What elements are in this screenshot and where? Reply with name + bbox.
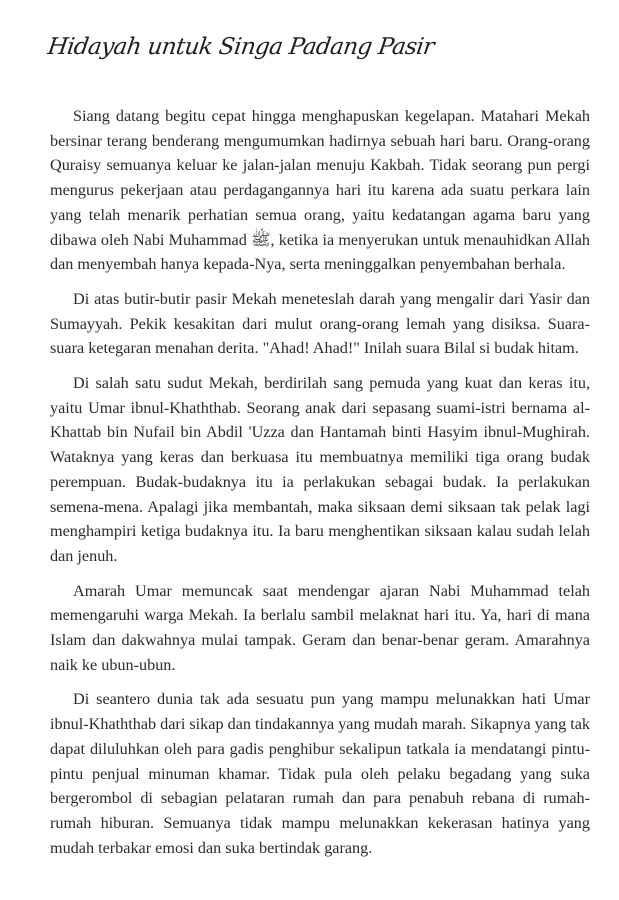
paragraph-1: Siang datang begitu cepat hingga menghapuskan kegelapan. Matahari Mekah bersinar terang benderang mengumumkan hadirnya sebuah hari baru. Orang-orang Quraisy semuanya keluar ke jalan-jalan menuju Kakbah. Tidak seorang pun pergi mengurus pekerjaan atau perdagangannya hari itu karena ada suatu perkara lain yang telah menarik perhatian semua orang, yaitu kedatangan agama baru yang dibawa oleh Nabi Muhammad ﷺ, ketika ia menyerukan untuk menauhidkan Allah dan menyembah hanya kepada-Nya, serta meninggalkan penyembahan berhala. (50, 107, 590, 274)
chapter-body (50, 104, 590, 870)
paragraph-5: Di seantero dunia tak ada sesuatu pun yang mampu melunakkan hati Umar ibnul-Khaththab dari sikap dan tindakannya yang mudah marah. Sikapnya yang tak dapat diluluhkan oleh para gadis penghibur sekalipun tatkala ia mendatangi pintu-pintu penjual minuman khamar. Tidak pula oleh pelaku begadang yang suka bergerombol di sebagian pelataran rumah dan para penabuh rebana di rumah-rumah hiburan. Semuanya tidak mampu melunakkan kekerasan hatinya yang mudah terbakar emosi dan suka bertindak garang. (50, 690, 590, 857)
paragraph-2: Di atas butir-butir pasir Mekah meneteslah darah yang mengalir dari Yasir dan Sumayyah. Pekik kesakitan dari mulut orang-orang lemah yang disiksa. Suara-suara ketegaran menahan derita. "Ahad! Ahad!" Inilah suara Bilal si budak hitam. (50, 289, 590, 358)
chapter-title: Hidayah untuk Singa Padang Pasir (46, 34, 436, 60)
paragraph-3: Di salah satu sudut Mekah, berdirilah sang pemuda yang kuat dan keras itu, yaitu Umar ibnul-Khaththab. Seorang anak dari sepasang suami-istri bernama al-Khattab bin Nufail bin Abdil 'Uzza dan Hantamah binti Hasyim ibnul-Mughirah. Wataknya yang keras dan berkuasa itu membuatnya memiliki tiga orang budak perempuan. Budak-budaknya itu ia perlakukan sebagai budak. Ia perlakukan semena-mena. Apalagi jika membantah, maka siksaan demi siksaan tak pelak lagi menghampiri ketiga budaknya itu. Ia baru menghentikan siksaan kalau sudah lelah dan jenuh. (50, 374, 590, 565)
paragraph-4: Amarah Umar memuncak saat mendengar ajaran Nabi Muhammad telah memengaruhi warga Mekah. Ia berlalu sambil melaknat hari itu. Ya, hari di mana Islam dan dakwahnya mulai tampak. Geram dan benar-benar geram. Amarahnya naik ke ubun-ubun. (50, 581, 590, 674)
